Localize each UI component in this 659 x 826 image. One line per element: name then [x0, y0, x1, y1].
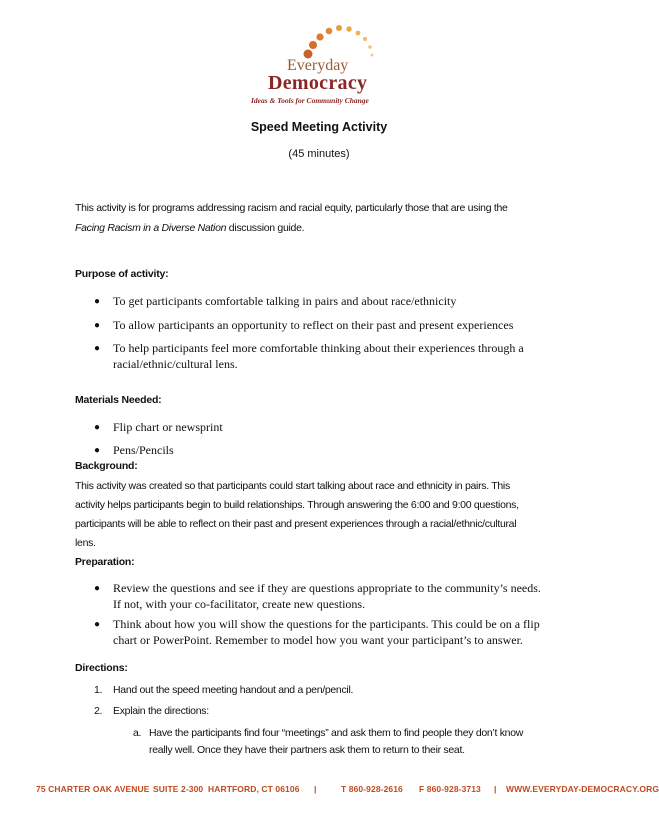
bullet-icon: ● — [94, 445, 101, 456]
bullet-icon: ● — [94, 583, 101, 594]
footer-fax: F 860-928-3713 — [419, 784, 481, 794]
preparation-item: Think about how you will show the questions for the participants. This could be on a flip — [113, 617, 540, 631]
directions-number: 2. — [94, 705, 103, 717]
intro-line-1: This activity is for programs addressing racism and racial equity, particularly those that are using the — [75, 202, 508, 214]
footer-suite: SUITE 2-300 — [153, 784, 204, 794]
footer-city: HARTFORD, CT 06106 — [208, 784, 300, 794]
page-title: Speed Meeting Activity — [250, 120, 388, 134]
footer-separator: | — [494, 784, 497, 794]
bullet-icon: ● — [94, 320, 101, 331]
footer-separator: | — [314, 784, 317, 794]
purpose-item: To get participants comfortable talking in pairs and about race/ethnicity — [113, 294, 457, 308]
directions-number: 1. — [94, 684, 103, 696]
logo-tagline: Ideas & Tools for Community Change — [251, 96, 369, 105]
directions-sub-line: really well. Once they have their partners ask them to return to their seat. — [149, 744, 465, 756]
bullet-icon: ● — [94, 296, 101, 307]
purpose-item: To help participants feel more comfortable thinking about their experiences through a — [113, 341, 524, 355]
bullet-icon: ● — [94, 619, 101, 630]
intro-line-2 — [75, 218, 304, 238]
background-line: participants will be able to reflect on their past and present experiences through a racial/ethnic/cultural — [75, 518, 517, 530]
directions-sub-letter: a. — [133, 727, 142, 739]
footer-phone: T 860-928-2616 — [341, 784, 403, 794]
bullet-icon: ● — [94, 422, 101, 433]
directions-item: Hand out the speed meeting handout and a pen/pencil. — [113, 684, 354, 696]
background-line: activity helps participants begin to build relationships. Through answering the 6:00 and 9:00 questions, — [75, 499, 519, 511]
footer-contact — [36, 784, 659, 798]
footer-address: 75 CHARTER OAK AVENUE — [36, 784, 150, 794]
footer-website: WWW.EVERYDAY-DEMOCRACY.ORG — [506, 784, 659, 794]
directions-heading: Directions: — [75, 662, 128, 674]
background-line: lens. — [75, 537, 96, 549]
logo-word-democracy: Democracy — [268, 72, 368, 94]
logo-word-everyday: Everyday — [287, 57, 349, 74]
purpose-heading: Purpose of activity: — [75, 268, 169, 280]
guide-title: Facing Racism in a Diverse Nation — [75, 222, 227, 234]
background-line: This activity was created so that participants could start talking about race and ethnicity in pairs. This — [75, 480, 510, 492]
purpose-item-continued: racial/ethnic/cultural lens. — [113, 357, 238, 371]
preparation-item-continued: chart or PowerPoint. Remember to model how you want your participant’s to answer. — [113, 633, 523, 647]
background-heading: Background: — [75, 460, 138, 472]
intro-line-2-rest: discussion guide. — [226, 222, 305, 234]
everyday-democracy-logo — [246, 18, 396, 110]
bullet-icon: ● — [94, 343, 101, 354]
directions-sub-line: Have the participants find four “meetings” and ask them to find people they don’t know — [149, 727, 524, 739]
preparation-heading: Preparation: — [75, 556, 135, 568]
purpose-item: To allow participants an opportunity to reflect on their past and present experiences — [113, 318, 514, 332]
directions-item: Explain the directions: — [113, 705, 209, 717]
materials-item: Pens/Pencils — [113, 443, 174, 457]
preparation-item: Review the questions and see if they are questions appropriate to the community’s needs. — [113, 581, 541, 595]
page-subtitle: (45 minutes) — [288, 148, 350, 160]
materials-heading: Materials Needed: — [75, 394, 162, 406]
materials-item: Flip chart or newsprint — [113, 420, 223, 434]
preparation-item-continued: If not, with your co-facilitator, create new questions. — [113, 597, 366, 611]
